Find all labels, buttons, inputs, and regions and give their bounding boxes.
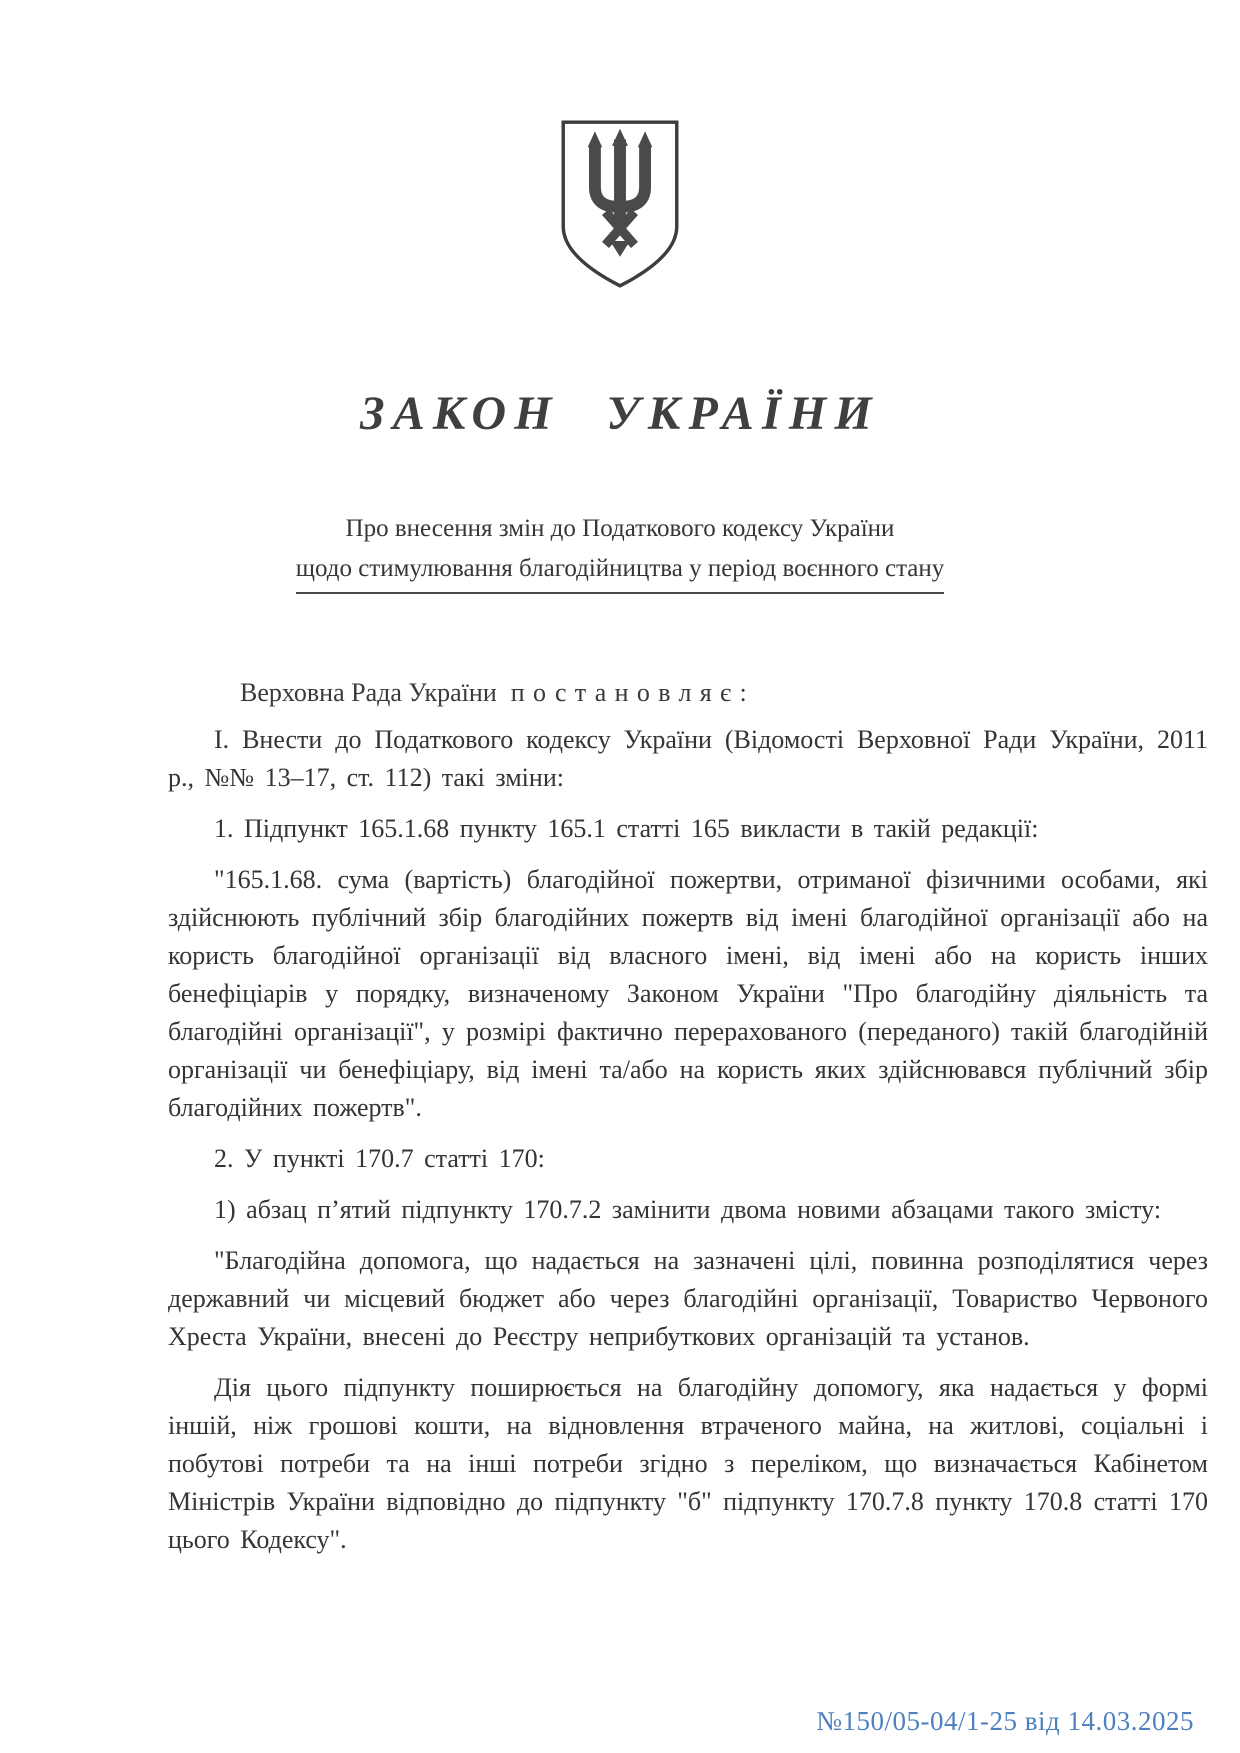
- coat-of-arms: [0, 0, 1240, 290]
- subtitle-line-1: Про внесення змін до Податкового кодексу України: [345, 515, 895, 542]
- paragraph-charity-aid: "Благодійна допомога, що надається на зазначені цілі, повинна розподілятися через державний чи місцевий бюджет або через благодійні організації, Товариство Червоного Хреста України, внесені до Реєстру неприбуткових організацій та установ.: [168, 1246, 1208, 1351]
- paragraph-165-1-68-text: "165.1.68. сума (вартість) благодійної пожертви, отриманої фізичними особами, які здійснюють публічний збір благодійних пожертв від імені благодійної організації або на користь благодійної організації від власного імені, від імені або на користь інших бенефіціарів у порядку, визначеному Законом України "Про благодійну діяльність та благодійні організації", у розмірі фактично перерахованого (переданого) такій благодійній організації чи бенефіціару, від імені та/або на користь яких здійснювався публічний збір благодійних пожертв".: [168, 865, 1208, 1122]
- paragraph-scope: Дія цього підпункту поширюється на благодійну допомогу, яка надається у формі іншій, ніж грошові кошти, на відновлення втраченого майна, на житлові, соціальні і побутові потреби та на інші потреби згідно з переліком, що визначається Кабінетом Міністрів України відповідно до підпункту "б" підпункту 170.7.8 пункту 170.8 статті 170 цього Кодексу".: [168, 1373, 1208, 1554]
- document-title: ЗАКОН УКРАЇНИ: [360, 387, 880, 440]
- paragraph-item-1: 1. Підпункт 165.1.68 пункту 165.1 статті 165 викласти в такій редакції:: [214, 814, 1039, 843]
- enacting-lead: Верховна Рада України: [240, 678, 497, 707]
- document-body: [168, 678, 1208, 1559]
- document-subtitle: [0, 509, 1240, 594]
- paragraph-amendment-intro: І. Внести до Податкового кодексу України (Відомості Верховної Ради України, 2011 р., №№ 13–17, ст. 112) такі зміни:: [168, 725, 1208, 792]
- enacting-verb: постановляє:: [510, 678, 756, 707]
- paragraph-subitem-1: 1) абзац п’ятий підпункту 170.7.2 замінити двома новими абзацами такого змісту:: [214, 1195, 1162, 1224]
- registration-number: №150/05-04/1-25 від 14.03.2025: [816, 1706, 1194, 1736]
- enacting-clause: [168, 678, 1208, 708]
- ukraine-trident-icon: [554, 118, 686, 290]
- paragraph-item-2: 2. У пункті 170.7 статті 170:: [214, 1144, 545, 1173]
- subtitle-line-2: щодо стимулювання благодійництва у період воєнного стану: [296, 549, 945, 594]
